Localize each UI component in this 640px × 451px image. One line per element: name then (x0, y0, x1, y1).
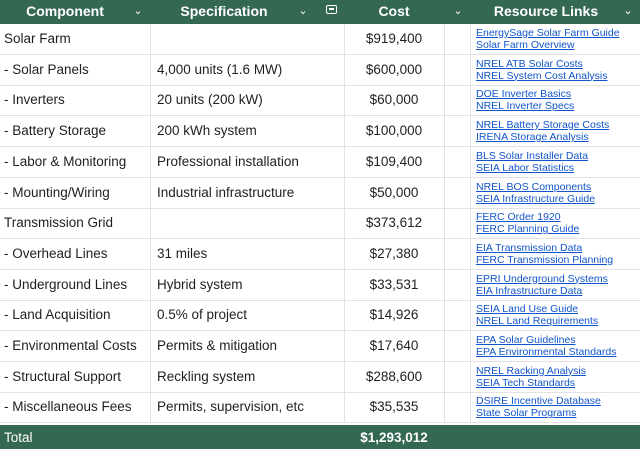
table-row[interactable] (0, 239, 640, 270)
total-row (0, 425, 640, 449)
column-divider (344, 24, 345, 423)
resource-link[interactable]: NREL Battery Storage Costs (476, 119, 610, 132)
resource-link[interactable]: DSIRE Incentive Database (476, 395, 601, 408)
cell-resource-links[interactable] (476, 211, 640, 235)
resource-link[interactable]: SEIA Labor Statistics (476, 161, 575, 174)
cell-component[interactable]: - Environmental Costs (4, 338, 137, 353)
cell-specification[interactable]: Professional installation (157, 153, 299, 169)
cell-specification[interactable]: Permits & mitigation (157, 338, 278, 353)
cell-cost[interactable]: $109,400 (365, 153, 423, 169)
resource-link[interactable]: NREL System Cost Analysis (476, 69, 608, 82)
cell-resource-links[interactable] (476, 181, 640, 205)
smart-chip-icon[interactable] (326, 5, 337, 14)
cell-specification[interactable]: Permits, supervision, etc (157, 399, 305, 415)
resource-link[interactable]: NREL Land Requirements (476, 315, 599, 328)
cell-resource-links[interactable] (476, 273, 640, 297)
cell-component[interactable]: - Labor & Monitoring (4, 153, 127, 169)
cell-cost[interactable]: $35,535 (369, 399, 419, 415)
resource-link[interactable]: NREL Inverter Specs (476, 100, 575, 113)
table-row[interactable] (0, 85, 640, 116)
cell-component[interactable]: - Structural Support (4, 368, 122, 384)
resource-link[interactable]: EIA Infrastructure Data (476, 284, 583, 297)
table-row[interactable] (0, 208, 640, 239)
cell-cost[interactable]: $60,000 (369, 92, 419, 108)
resource-link[interactable]: EPA Environmental Standards (476, 346, 617, 358)
cell-component[interactable]: - Overhead Lines (4, 245, 108, 261)
cell-cost[interactable]: $600,000 (365, 61, 423, 77)
resource-link[interactable]: DOE Inverter Basics (476, 88, 572, 101)
table-row[interactable] (0, 270, 640, 301)
resource-link[interactable]: State Solar Programs (476, 407, 577, 420)
cell-resource-links[interactable] (476, 27, 640, 51)
cell-component[interactable]: - Inverters (4, 92, 65, 108)
cell-resource-links[interactable] (476, 88, 640, 112)
cell-component[interactable]: - Underground Lines (4, 276, 128, 292)
table-row[interactable] (0, 116, 640, 147)
cell-cost[interactable]: $14,926 (369, 307, 419, 323)
cell-component[interactable]: - Mounting/Wiring (4, 184, 110, 200)
cell-specification[interactable]: 200 kWh system (157, 123, 257, 139)
table-row[interactable] (0, 55, 640, 86)
cell-specification[interactable]: 4,000 units (1.6 MW) (157, 61, 283, 77)
column-divider (444, 24, 445, 423)
cell-resource-links[interactable] (476, 150, 640, 174)
resource-link[interactable]: NREL ATB Solar Costs (476, 57, 583, 70)
cell-cost[interactable]: $919,400 (365, 31, 423, 46)
cell-resource-links[interactable] (476, 242, 640, 266)
cell-cost[interactable]: $33,531 (369, 276, 419, 292)
cell-cost[interactable]: $100,000 (365, 123, 423, 139)
table-row[interactable] (0, 331, 640, 362)
column-divider (150, 24, 151, 423)
cell-resource-links[interactable] (476, 395, 640, 419)
resource-link[interactable]: SEIA Tech Standards (476, 376, 576, 389)
column-divider (470, 24, 471, 423)
chevron-down-icon[interactable]: ⌄ (623, 5, 633, 17)
cell-component[interactable]: Transmission Grid (4, 215, 114, 231)
header-resource-links[interactable]: Resource Links (493, 3, 599, 19)
cell-specification[interactable]: Reckling system (157, 368, 256, 384)
resource-link[interactable]: SEIA Infrastructure Guide (476, 192, 596, 205)
cell-cost[interactable]: $50,000 (369, 184, 419, 200)
resource-link[interactable]: EPRI Underground Systems (476, 272, 608, 285)
table-row[interactable] (0, 178, 640, 209)
resource-link[interactable]: FERC Planning Guide (476, 223, 580, 236)
resource-link[interactable]: EnergySage Solar Farm Guide (476, 27, 620, 39)
total-label: Total (4, 430, 33, 445)
table-row[interactable] (0, 147, 640, 178)
cell-resource-links[interactable] (476, 58, 640, 82)
cell-resource-links[interactable] (476, 365, 640, 389)
resource-link[interactable]: EIA Transmission Data (476, 241, 583, 254)
cell-specification[interactable]: Hybrid system (157, 276, 243, 292)
cell-resource-links[interactable] (476, 334, 640, 358)
resource-link[interactable]: FERC Order 1920 (476, 211, 561, 224)
resource-link[interactable]: Solar Farm Overview (476, 39, 575, 51)
resource-link[interactable]: EPA Solar Guidelines (476, 334, 576, 346)
header-component[interactable]: Component (26, 3, 104, 19)
resource-link[interactable]: BLS Solar Installer Data (476, 149, 589, 162)
table-row[interactable] (0, 24, 640, 55)
table-row[interactable] (0, 362, 640, 393)
cell-resource-links[interactable] (476, 119, 640, 143)
cell-component[interactable]: Solar Farm (4, 31, 71, 46)
resource-link[interactable]: FERC Transmission Planning (476, 253, 614, 266)
resource-link[interactable]: NREL Racking Analysis (476, 364, 586, 377)
chevron-down-icon[interactable]: ⌄ (453, 5, 463, 17)
cell-specification[interactable]: 31 miles (157, 245, 208, 261)
chevron-down-icon[interactable]: ⌄ (133, 5, 143, 17)
cell-specification[interactable]: Industrial infrastructure (157, 184, 295, 200)
resource-link[interactable]: SEIA Land Use Guide (476, 303, 579, 316)
cell-specification[interactable]: 20 units (200 kW) (157, 92, 263, 108)
total-cost: $1,293,012 (360, 430, 428, 445)
header-cost[interactable]: Cost (378, 3, 410, 19)
chevron-down-icon[interactable]: ⌄ (298, 5, 308, 17)
cell-cost[interactable]: $288,600 (365, 368, 423, 384)
cell-specification[interactable]: 0.5% of project (157, 307, 248, 323)
table-row[interactable] (0, 300, 640, 331)
cell-component[interactable]: - Miscellaneous Fees (4, 399, 132, 415)
cell-resource-links[interactable] (476, 303, 640, 327)
cell-cost[interactable]: $17,640 (369, 338, 419, 353)
header-specification[interactable]: Specification (180, 3, 268, 19)
cell-cost[interactable]: $373,612 (365, 215, 423, 231)
table-row[interactable] (0, 392, 640, 423)
resource-link[interactable]: IRENA Storage Analysis (476, 131, 589, 144)
cell-component[interactable]: - Land Acquisition (4, 307, 111, 323)
cell-cost[interactable]: $27,380 (369, 245, 419, 261)
table-header (0, 0, 640, 24)
resource-link[interactable]: NREL BOS Components (476, 180, 592, 193)
cell-component[interactable]: - Battery Storage (4, 123, 107, 139)
cell-component[interactable]: - Solar Panels (4, 61, 89, 77)
